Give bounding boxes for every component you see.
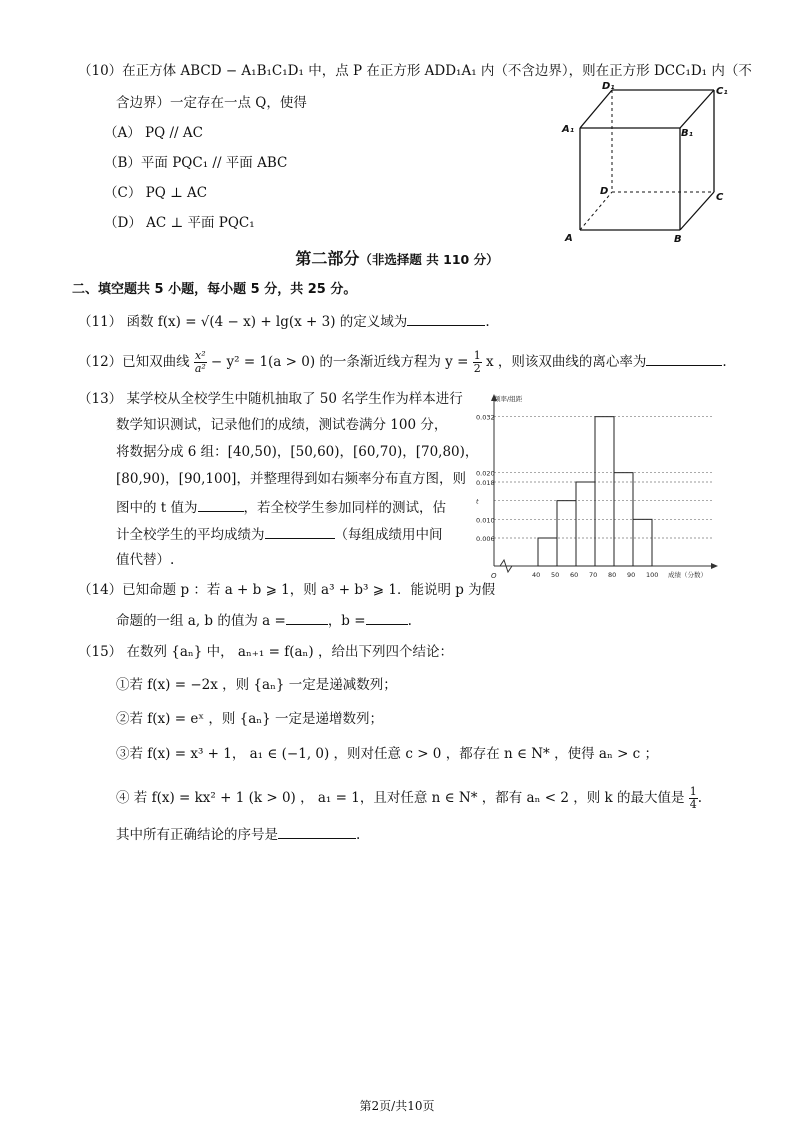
origin-label: O — [491, 572, 497, 580]
q13-line6 — [116, 524, 443, 544]
q13-line5a: 图中的 t 值为 — [116, 500, 198, 516]
x-tick-label: 100 — [646, 571, 659, 579]
histogram-bar — [538, 538, 557, 566]
q12-mid: − y² = 1(a > 0) 的一条渐近线方程为 y = — [210, 354, 469, 370]
q10-option-a: （A） PQ // AC — [104, 125, 203, 141]
part2-title: 第二部分 — [295, 249, 360, 268]
y-tick-label: t — [476, 497, 479, 506]
cube-label-c: C — [716, 192, 724, 203]
q15-c4a: ④ 若 f(x) = kx² + 1 (k > 0) ， a₁ = 1，且对任意 n ∈ N* ，都有 aₙ < 2 ，则 k 的最大值是 — [116, 790, 685, 806]
q13-line7: 值代替）. — [116, 552, 175, 568]
q12-frac-num: x² — [194, 349, 206, 362]
q12-frac2-num: 1 — [473, 349, 481, 362]
cube-label-d: D — [600, 186, 609, 197]
q15-last — [116, 824, 360, 844]
histogram-bar — [633, 519, 652, 566]
q12-pre: （12）已知双曲线 — [78, 354, 190, 370]
part2-subtitle: （非选择题 共 110 分） — [359, 252, 499, 267]
histogram-bar — [557, 501, 576, 566]
q15-conclusion-3: ③若 f(x) = x³ + 1， a₁ ∈ (−1, 0) ，则对任意 c > 0 ，都存在 n ∈ N* ，使得 aₙ > c ； — [116, 746, 659, 762]
q12-frac2-den: 2 — [473, 362, 481, 375]
q13-line5 — [116, 497, 446, 517]
q15-conclusion-4 — [116, 780, 702, 816]
q11 — [78, 311, 490, 331]
q12 — [78, 344, 727, 380]
cube-label-d1: D₁ — [602, 81, 615, 92]
frequency-histogram — [472, 388, 724, 588]
q15-frac-den: 4 — [689, 798, 697, 811]
q13-line6b: （每组成绩用中间 — [334, 527, 443, 543]
histogram-bar — [576, 482, 595, 566]
y-axis-label: 频率/组距 — [494, 395, 523, 403]
part2-heading — [0, 246, 794, 269]
q15-fraction — [689, 786, 698, 811]
x-axis-label: 成绩（分数） — [668, 571, 707, 579]
q15-last-text: 其中所有正确结论的序号是 — [116, 827, 278, 843]
q13-line2: 数学知识测试，记录他们的成绩，测试卷满分 100 分， — [116, 417, 448, 433]
cube-label-c1: C₁ — [716, 86, 728, 97]
q13-line1: （13） 某学校从全校学生中随机抽取了 50 名学生作为样本进行 — [78, 391, 463, 407]
q15-conclusion-1: ①若 f(x) = −2x ，则 {aₙ} 一定是递减数列； — [116, 677, 397, 693]
x-tick-label: 50 — [551, 571, 560, 579]
q13-mean-blank[interactable] — [265, 524, 335, 539]
q12-frac-den: a² — [194, 362, 206, 375]
q14-line1: （14）已知命题 p ：若 a + b ⩾ 1，则 a³ + b³ ⩾ 1．能说明 p 为假 — [78, 582, 496, 598]
cube-figure — [560, 80, 730, 248]
y-tick-label: 0.006 — [476, 535, 495, 543]
x-tick-label: 90 — [627, 571, 636, 579]
section2-title: 二、填空题共 5 小题，每小题 5 分，共 25 分。 — [72, 282, 357, 297]
q14-line2c: . — [407, 613, 412, 629]
cube-label-a: A — [565, 233, 573, 244]
x-axis-arrow — [711, 563, 718, 569]
x-tick-label: 60 — [570, 571, 579, 579]
q15-line0: （15） 在数列 {aₙ} 中， aₙ₊₁ = f(aₙ) ，给出下列四个结论： — [78, 644, 453, 660]
q14-b-blank[interactable] — [366, 610, 408, 625]
y-tick-label: 0.018 — [476, 479, 495, 487]
q13-line5b: ，若全校学生参加同样的测试，估 — [243, 500, 447, 516]
q12-end: . — [722, 354, 727, 370]
q13-t-blank[interactable] — [198, 497, 244, 512]
y-tick-label: 0.032 — [476, 413, 495, 422]
q12-post: x ，则该双曲线的离心率为 — [486, 354, 647, 370]
q13-line3: 将数据分成 6 组：[40,50)，[50,60)，[60,70)，[70,80)， — [116, 444, 479, 460]
q10-option-c: （C） PQ ⊥ AC — [104, 185, 208, 201]
q13-line4: [80,90)，[90,100]，并整理得到如右频率分布直方图，则 — [116, 471, 466, 487]
q11-end: . — [485, 314, 490, 330]
q12-fraction — [194, 350, 207, 375]
q14-line2 — [116, 610, 412, 630]
q14-line2b: ，b = — [327, 613, 366, 629]
x-tick-label: 80 — [608, 571, 617, 579]
q11-answer-blank[interactable] — [407, 311, 485, 326]
q15-answer-blank[interactable] — [278, 824, 356, 839]
q12-fraction-2 — [473, 350, 482, 375]
q13-line6a: 计全校学生的平均成绩为 — [116, 527, 265, 543]
q14-a-blank[interactable] — [286, 610, 328, 625]
q10-line2: 含边界）一定存在一点 Q，使得 — [116, 95, 307, 111]
histogram-bar — [595, 417, 614, 566]
x-tick-label: 40 — [532, 571, 541, 579]
cube-label-b: B — [674, 234, 682, 245]
y-tick-label: 0.010 — [476, 516, 495, 525]
q14-line2a: 命题的一组 a, b 的值为 a = — [116, 613, 286, 629]
cube-label-b1: B₁ — [681, 128, 694, 139]
page-footer: 第2页/共10页 — [359, 1099, 435, 1113]
q15-c4b: . — [697, 790, 703, 806]
q12-answer-blank[interactable] — [646, 351, 722, 366]
q10-option-b: （B）平面 PQC₁ // 平面 ABC — [104, 155, 288, 171]
q15-last-end: . — [356, 827, 361, 843]
x-tick-label: 70 — [589, 571, 598, 579]
q15-conclusion-2: ②若 f(x) = eˣ ，则 {aₙ} 一定是递增数列； — [116, 711, 383, 727]
q15-frac-num: 1 — [689, 785, 697, 798]
cube-label-a1: A₁ — [562, 124, 575, 135]
q11-text: （11） 函数 f(x) = √(4 − x) + lg(x + 3) 的定义域为 — [78, 314, 408, 330]
q10-option-d: （D） AC ⊥ 平面 PQC₁ — [104, 215, 255, 231]
q10-line1: （10）在正方体 ABCD − A₁B₁C₁D₁ 中，点 P 在正方形 ADD₁A₁ 内（不含边界），则在正方形 DCC₁D₁ 内（不 — [78, 63, 752, 79]
y-tick-label: 0.020 — [476, 469, 495, 478]
